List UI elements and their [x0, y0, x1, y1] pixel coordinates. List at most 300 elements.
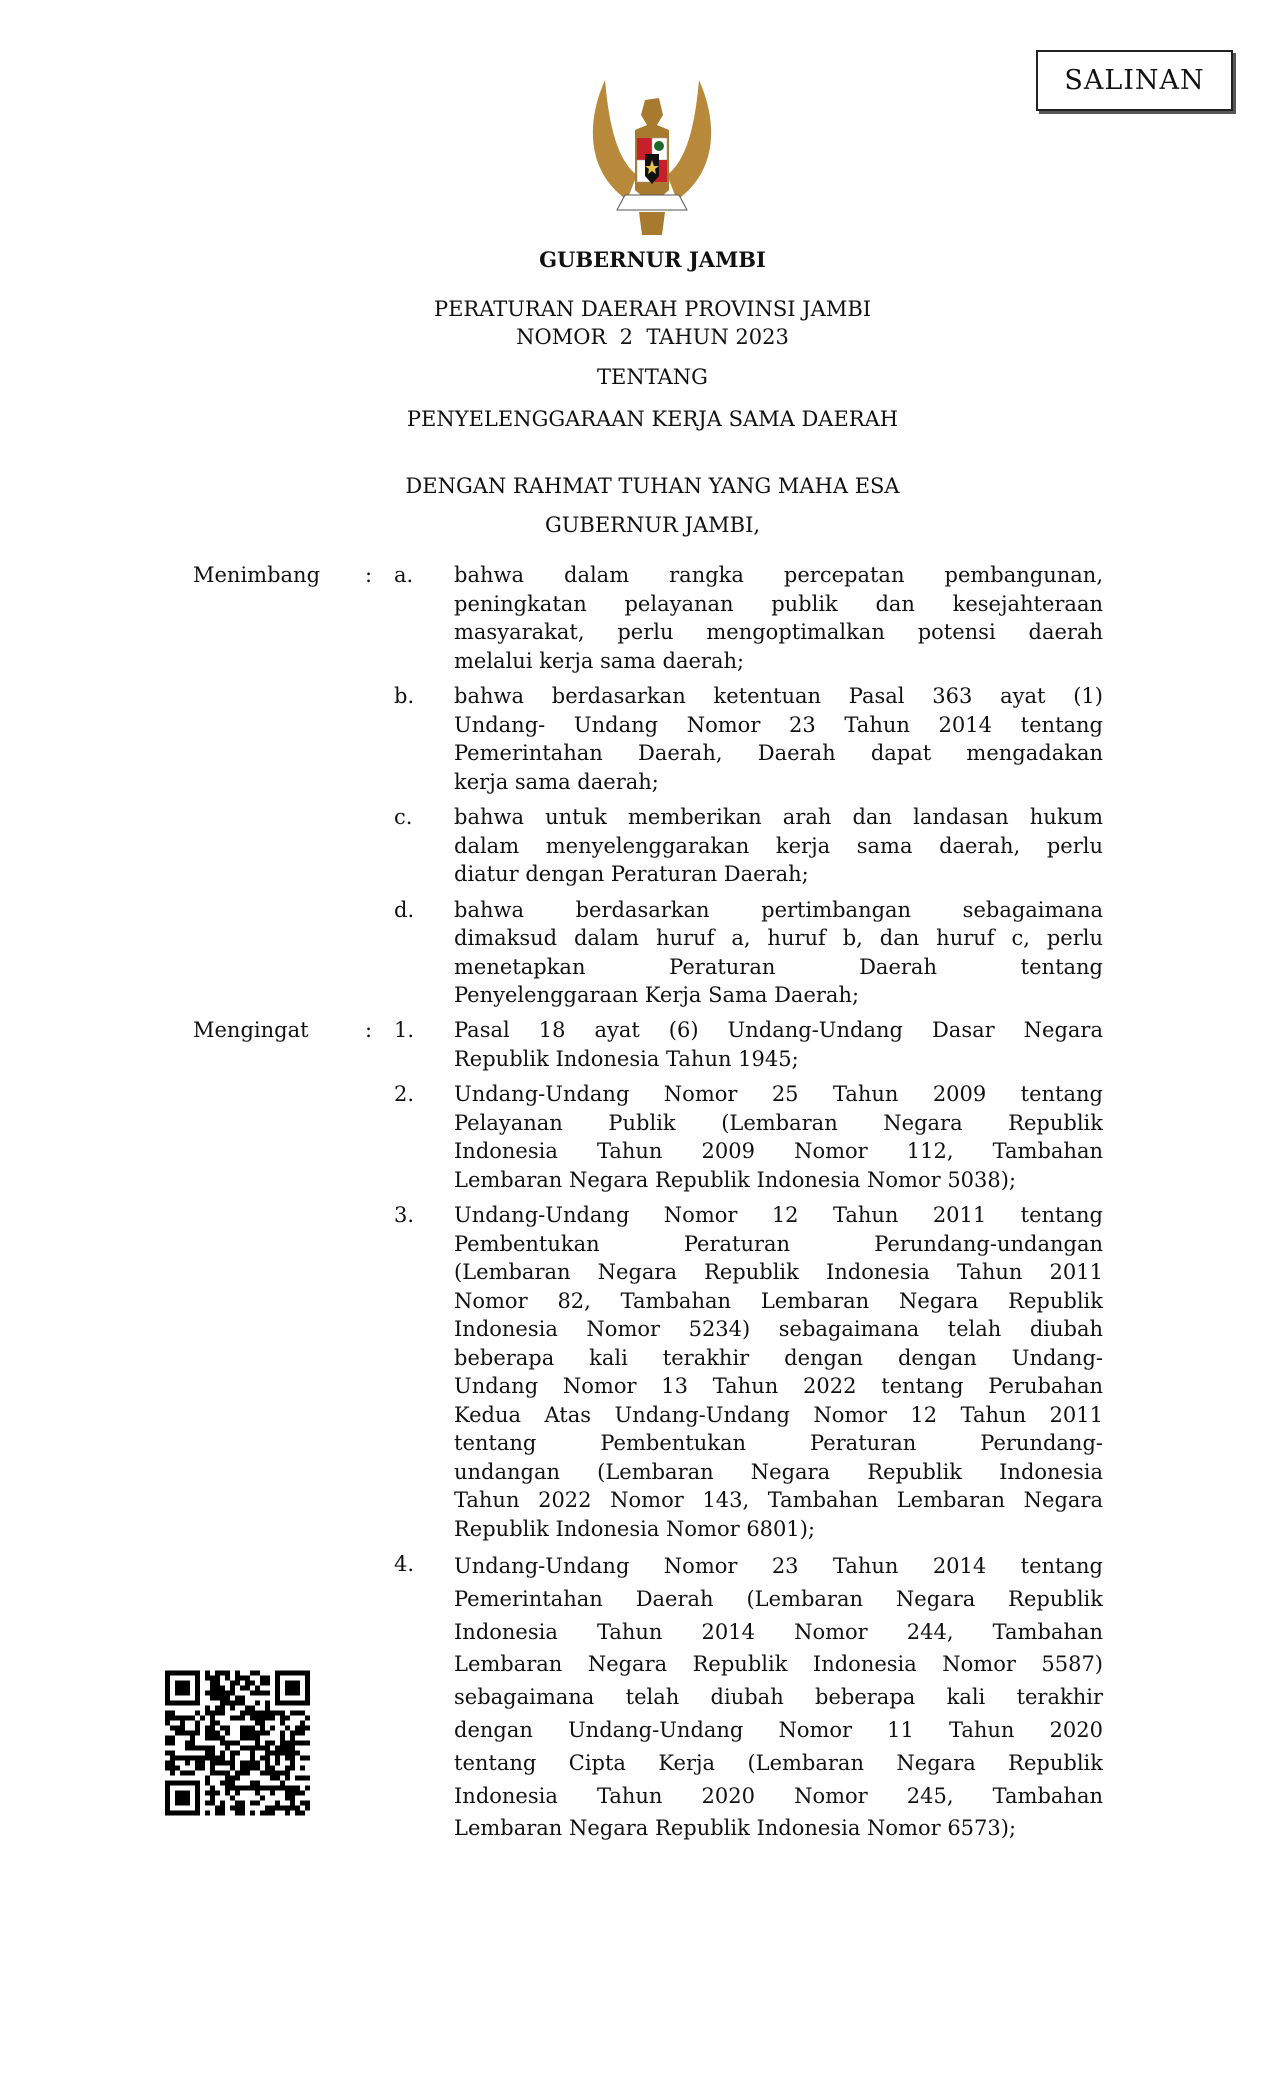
qr-module [235, 1811, 240, 1816]
qr-module [185, 1771, 190, 1776]
qr-module [235, 1701, 240, 1706]
qr-module [290, 1746, 295, 1751]
qr-module [255, 1711, 260, 1716]
qr-module [205, 1756, 210, 1761]
qr-module [270, 1776, 275, 1781]
spacer [365, 1201, 394, 1543]
text-line: Indonesia Tahun 2009 Nomor 112, Tambahan [454, 1139, 1103, 1163]
qr-module [240, 1801, 245, 1806]
qr-module [170, 1711, 175, 1716]
qr-module [195, 1756, 200, 1761]
qr-module [230, 1761, 235, 1766]
qr-module [280, 1736, 285, 1741]
qr-module [225, 1741, 230, 1746]
qr-module [250, 1731, 255, 1736]
qr-module [190, 1716, 195, 1721]
qr-module [190, 1746, 195, 1751]
item-text [454, 561, 1103, 675]
qr-module [275, 1761, 280, 1766]
qr-module [295, 1711, 300, 1716]
qr-module [300, 1756, 305, 1761]
qr-module [220, 1686, 225, 1691]
qr-module [265, 1681, 270, 1686]
qr-module [205, 1711, 210, 1716]
qr-module [240, 1786, 245, 1791]
qr-module [290, 1756, 295, 1761]
qr-module [295, 1726, 300, 1731]
qr-module [230, 1701, 235, 1706]
text-line: Republik Indonesia Nomor 6801); [454, 1516, 816, 1541]
qr-module [170, 1766, 175, 1771]
qr-module [225, 1746, 230, 1751]
qr-module [250, 1736, 255, 1741]
qr-module [265, 1731, 270, 1736]
spacer [365, 1550, 394, 1845]
text-line: Kedua Atas Undang-Undang Nomor 12 Tahun 2011 [454, 1402, 1103, 1427]
qr-module [220, 1706, 225, 1711]
qr-module [195, 1721, 200, 1726]
qr-module [210, 1731, 215, 1736]
qr-module [205, 1726, 210, 1731]
qr-module [285, 1806, 290, 1811]
qr-module [200, 1756, 205, 1761]
qr-module [235, 1741, 240, 1746]
qr-module [290, 1731, 295, 1736]
qr-module [245, 1686, 250, 1691]
item-marker: 1. [394, 1018, 415, 1042]
qr-module [255, 1741, 260, 1746]
text-line: bahwa berdasarkan pertimbangan sebagaimana [454, 897, 1103, 922]
qr-module [285, 1771, 290, 1776]
qr-module [215, 1686, 220, 1691]
qr-module [280, 1806, 285, 1811]
spacer [193, 1201, 365, 1543]
qr-module [290, 1791, 295, 1796]
qr-module [165, 1751, 170, 1756]
qr-module [265, 1711, 270, 1716]
qr-module [245, 1771, 250, 1776]
text-line: Penyelenggaraan Kerja Sama Daerah; [454, 983, 860, 1007]
qr-module [205, 1676, 210, 1681]
text-line: Undang-Undang Nomor 12 Tahun 2011 tentang [454, 1203, 1103, 1227]
text-line: Pembentukan Peraturan Perundang-undangan [454, 1231, 1103, 1256]
qr-module [285, 1751, 290, 1756]
qr-module [305, 1716, 310, 1721]
qr-module [165, 1761, 170, 1766]
text-line: Undang- Undang Nomor 23 Tahun 2014 tentang [454, 712, 1103, 737]
qr-module [290, 1761, 295, 1766]
qr-module [220, 1751, 225, 1756]
qr-module [250, 1761, 255, 1766]
qr-module [265, 1806, 270, 1811]
mengingat-section [193, 1016, 1103, 1852]
qr-module [175, 1716, 180, 1721]
text-line: peningkatan pelayanan publik dan kesejahteraan [454, 591, 1103, 616]
qr-module [285, 1746, 290, 1751]
qr-module [250, 1766, 255, 1771]
text-line: Indonesia Nomor 5234) sebagaimana telah diubah [454, 1317, 1103, 1341]
qr-module [180, 1726, 185, 1731]
qr-module [210, 1736, 215, 1741]
text-line: Undang-Undang Nomor 23 Tahun 2014 tentang [454, 1554, 1103, 1578]
qr-module [265, 1771, 270, 1776]
qr-module [190, 1756, 195, 1761]
qr-module [180, 1716, 185, 1721]
qr-module [305, 1756, 310, 1761]
garuda-emblem-icon [577, 80, 727, 240]
qr-module [240, 1676, 245, 1681]
qr-module [285, 1791, 290, 1796]
spacer [193, 1080, 365, 1194]
qr-module [190, 1736, 195, 1741]
qr-module [245, 1746, 250, 1751]
qr-module [305, 1801, 310, 1806]
qr-module [230, 1806, 235, 1811]
qr-module [260, 1681, 265, 1686]
qr-module [280, 1751, 285, 1756]
spacer [193, 682, 365, 796]
qr-module [270, 1766, 275, 1771]
qr-module [260, 1756, 265, 1761]
qr-module [200, 1761, 205, 1766]
qr-module [205, 1671, 210, 1676]
qr-module [300, 1776, 305, 1781]
qr-module [205, 1731, 210, 1736]
text-line: undangan (Lembaran Negara Republik Indonesia [454, 1459, 1103, 1484]
qr-module [265, 1811, 270, 1816]
qr-module [235, 1791, 240, 1796]
qr-code [165, 1670, 310, 1816]
text-line: bahwa untuk memberikan arah dan landasan hukum [454, 805, 1103, 829]
qr-module [230, 1716, 235, 1721]
mengingat-item [193, 1016, 1103, 1073]
qr-module [250, 1746, 255, 1751]
qr-module [210, 1686, 215, 1691]
text-line: Lembaran Negara Republik Indonesia Nomor 5587) [454, 1652, 1103, 1677]
qr-module [180, 1756, 185, 1761]
qr-module [270, 1786, 275, 1791]
qr-module [275, 1746, 280, 1751]
qr-module [260, 1796, 265, 1801]
qr-module [290, 1806, 295, 1811]
qr-module [265, 1751, 270, 1756]
qr-module [295, 1776, 300, 1781]
mengingat-item [193, 1080, 1103, 1194]
mengingat-item [193, 1550, 1103, 1845]
qr-module [200, 1716, 205, 1721]
qr-module [300, 1731, 305, 1736]
item-marker: 4. [394, 1552, 415, 1576]
item-text [454, 1016, 1103, 1073]
addressee: GUBERNUR JAMBI, [544, 513, 761, 537]
qr-module [210, 1696, 215, 1701]
qr-module [265, 1746, 270, 1751]
qr-module [210, 1766, 215, 1771]
qr-module [220, 1701, 225, 1706]
qr-module [170, 1741, 175, 1746]
text-line: beberapa kali terakhir dengan dengan Undang- [454, 1345, 1103, 1370]
qr-module [210, 1726, 215, 1731]
qr-module [225, 1671, 230, 1676]
qr-module [240, 1771, 245, 1776]
qr-module [180, 1731, 185, 1736]
qr-module [295, 1811, 300, 1816]
qr-module [255, 1736, 260, 1741]
qr-module [210, 1791, 215, 1796]
qr-module [225, 1691, 230, 1696]
spacer [365, 682, 394, 796]
text-line: Nomor 82, Tambahan Lembaran Negara Republik [454, 1288, 1103, 1313]
qr-module [255, 1766, 260, 1771]
qr-module [295, 1786, 300, 1791]
qr-module [230, 1776, 235, 1781]
qr-module [185, 1756, 190, 1761]
item-text [454, 1080, 1103, 1194]
qr-module [185, 1716, 190, 1721]
qr-module [265, 1676, 270, 1681]
qr-module [225, 1776, 230, 1781]
qr-module [180, 1771, 185, 1776]
qr-module [240, 1711, 245, 1716]
item-marker: a. [394, 563, 414, 587]
qr-module [210, 1796, 215, 1801]
qr-module [275, 1751, 280, 1756]
qr-module [275, 1786, 280, 1791]
qr-module [215, 1736, 220, 1741]
qr-module [300, 1811, 305, 1816]
text-line: dimaksud dalam huruf a, huruf b, dan huruf c, perlu [454, 926, 1103, 950]
text-line: sebagaimana telah diubah beberapa kali terakhir [454, 1685, 1103, 1710]
qr-module [240, 1806, 245, 1811]
qr-module [215, 1671, 220, 1676]
qr-module [280, 1721, 285, 1726]
qr-module [235, 1776, 240, 1781]
qr-module [210, 1786, 215, 1791]
qr-module [255, 1691, 260, 1696]
qr-module [275, 1756, 280, 1761]
qr-module [195, 1726, 200, 1731]
qr-module [240, 1736, 245, 1741]
qr-module [305, 1806, 310, 1811]
menimbang-item [193, 896, 1103, 1010]
qr-finder [175, 1681, 190, 1696]
qr-module [235, 1801, 240, 1806]
qr-module [230, 1706, 235, 1711]
qr-module [220, 1711, 225, 1716]
qr-module [250, 1811, 255, 1816]
qr-module [285, 1766, 290, 1771]
qr-module [215, 1706, 220, 1711]
qr-module [205, 1791, 210, 1796]
qr-module [280, 1781, 285, 1786]
qr-module [220, 1806, 225, 1811]
qr-module [220, 1726, 225, 1731]
regulation-subject: PENYELENGGARAAN KERJA SAMA DAERAH [406, 407, 899, 431]
qr-module [300, 1726, 305, 1731]
qr-module [225, 1761, 230, 1766]
qr-module [280, 1786, 285, 1791]
qr-module [235, 1806, 240, 1811]
qr-module [230, 1786, 235, 1791]
qr-module [275, 1711, 280, 1716]
qr-module [255, 1721, 260, 1726]
qr-module [305, 1776, 310, 1781]
qr-module [240, 1701, 245, 1706]
qr-module [260, 1711, 265, 1716]
qr-module [230, 1691, 235, 1696]
text-line: masyarakat, perlu mengoptimalkan potensi daerah [454, 620, 1103, 644]
qr-module [250, 1711, 255, 1716]
text-line: menetapkan Peraturan Daerah tentang [454, 954, 1103, 979]
text-line: Undang-Undang Nomor 25 Tahun 2009 tentang [454, 1082, 1103, 1106]
text-line: Pasal 18 ayat (6) Undang-Undang Dasar Negara [454, 1018, 1103, 1042]
qr-module [265, 1716, 270, 1721]
qr-module [195, 1711, 200, 1716]
qr-module [265, 1786, 270, 1791]
qr-module [220, 1761, 225, 1766]
qr-module [245, 1766, 250, 1771]
qr-module [220, 1736, 225, 1741]
qr-module [240, 1761, 245, 1766]
qr-module [235, 1696, 240, 1701]
qr-module [285, 1786, 290, 1791]
spacer [193, 803, 365, 889]
qr-module [245, 1711, 250, 1716]
qr-module [170, 1716, 175, 1721]
qr-module [255, 1781, 260, 1786]
qr-module [270, 1716, 275, 1721]
qr-module [255, 1701, 260, 1706]
qr-module [260, 1746, 265, 1751]
item-marker: b. [394, 684, 415, 708]
qr-module [210, 1721, 215, 1726]
qr-module [250, 1756, 255, 1761]
qr-module [290, 1741, 295, 1746]
qr-module [260, 1811, 265, 1816]
qr-module [285, 1716, 290, 1721]
qr-module [250, 1691, 255, 1696]
qr-module [210, 1801, 215, 1806]
qr-module [290, 1796, 295, 1801]
qr-module [285, 1741, 290, 1746]
qr-module [165, 1736, 170, 1741]
qr-module [260, 1676, 265, 1681]
qr-module [280, 1711, 285, 1716]
qr-module [255, 1786, 260, 1791]
qr-module [265, 1701, 270, 1706]
mengingat-colon: : [365, 1018, 373, 1042]
text-line: Pemerintahan Daerah (Lembaran Negara Republik [454, 1586, 1103, 1611]
qr-module [250, 1681, 255, 1686]
invocation: DENGAN RAHMAT TUHAN YANG MAHA ESA [405, 474, 900, 498]
menimbang-section [193, 561, 1103, 1017]
qr-module [290, 1801, 295, 1806]
qr-module [260, 1721, 265, 1726]
qr-module [210, 1756, 215, 1761]
qr-module [225, 1726, 230, 1731]
qr-module [210, 1676, 215, 1681]
qr-module [250, 1726, 255, 1731]
text-line: Indonesia Tahun 2020 Nomor 245, Tambahan [454, 1783, 1103, 1808]
qr-module [240, 1766, 245, 1771]
qr-module [245, 1676, 250, 1681]
spacer [365, 803, 394, 889]
qr-module [240, 1726, 245, 1731]
qr-module [285, 1811, 290, 1816]
qr-module [205, 1776, 210, 1781]
about-label: TENTANG [597, 365, 708, 389]
qr-module [295, 1791, 300, 1796]
qr-module [285, 1796, 290, 1801]
text-line: Republik Indonesia Tahun 1945; [454, 1046, 799, 1071]
qr-module [205, 1706, 210, 1711]
qr-module [235, 1751, 240, 1756]
qr-module [230, 1686, 235, 1691]
qr-module [275, 1771, 280, 1776]
text-line: bahwa dalam rangka percepatan pembangunan, [454, 563, 1103, 587]
qr-module [245, 1786, 250, 1791]
qr-module [285, 1726, 290, 1731]
qr-module [225, 1731, 230, 1736]
qr-module [275, 1806, 280, 1811]
qr-module [235, 1681, 240, 1686]
qr-module [265, 1691, 270, 1696]
qr-module [235, 1671, 240, 1676]
qr-module [280, 1771, 285, 1776]
qr-module [215, 1791, 220, 1796]
qr-module [215, 1696, 220, 1701]
qr-module [255, 1671, 260, 1676]
qr-module [250, 1801, 255, 1806]
qr-module [185, 1741, 190, 1746]
qr-finder [175, 1791, 190, 1806]
qr-module [205, 1801, 210, 1806]
qr-module [300, 1721, 305, 1726]
menimbang-label: Menimbang [193, 563, 321, 587]
qr-module [215, 1721, 220, 1726]
text-line: (Lembaran Negara Republik Indonesia Tahun 2011 [454, 1260, 1103, 1284]
qr-module [210, 1771, 215, 1776]
qr-module [270, 1726, 275, 1731]
qr-module [215, 1771, 220, 1776]
text-line: Tahun 2022 Nomor 143, Tambahan Lembaran Negara [454, 1488, 1103, 1512]
qr-module [225, 1791, 230, 1796]
menimbang-item [193, 682, 1103, 796]
qr-module [215, 1681, 220, 1686]
qr-module [270, 1741, 275, 1746]
qr-module [215, 1756, 220, 1761]
qr-module [220, 1801, 225, 1806]
qr-module [245, 1706, 250, 1711]
text-line: dalam menyelenggarakan kerja sama daerah, perlu [454, 833, 1103, 858]
qr-module [300, 1741, 305, 1746]
qr-module [230, 1766, 235, 1771]
qr-module [235, 1771, 240, 1776]
qr-module [270, 1751, 275, 1756]
qr-module [270, 1806, 275, 1811]
text-line: Pelayanan Publik (Lembaran Negara Republik [454, 1110, 1103, 1135]
qr-module [220, 1741, 225, 1746]
qr-module [220, 1691, 225, 1696]
qr-module [260, 1731, 265, 1736]
qr-module [280, 1741, 285, 1746]
text-line: Indonesia Tahun 2014 Nomor 244, Tambahan [454, 1619, 1103, 1644]
qr-module [165, 1716, 170, 1721]
qr-module [270, 1791, 275, 1796]
qr-module [230, 1741, 235, 1746]
qr-module [300, 1711, 305, 1716]
qr-module [220, 1756, 225, 1761]
